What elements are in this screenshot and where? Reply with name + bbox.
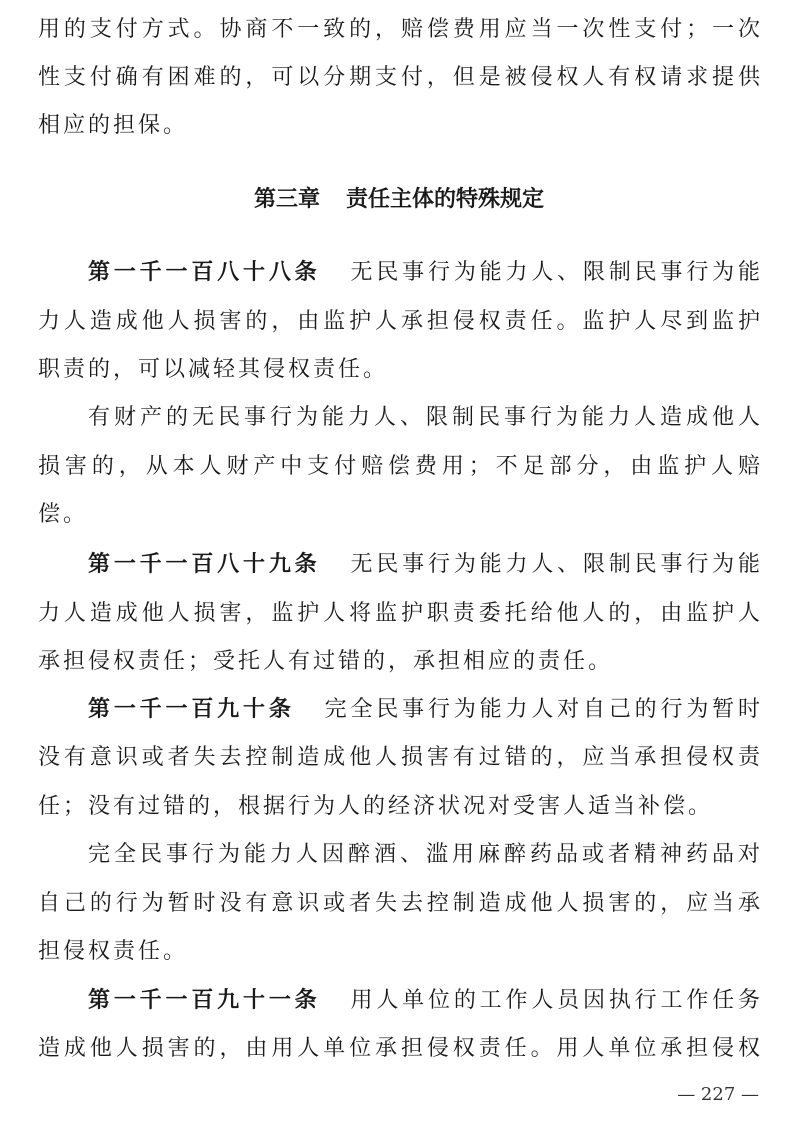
page-number: — 227 — xyxy=(677,1084,759,1105)
article-number: 第一千一百八十九条 xyxy=(88,552,321,577)
text-line: 无民事行为能力人、限制民事行为能 xyxy=(350,552,760,577)
text-line: 性支付确有困难的，可以分期支付，但是被侵权人有权请求提供 xyxy=(38,65,760,90)
chapter-number: 第三章 xyxy=(253,187,320,212)
article-first-line xyxy=(88,550,760,580)
article-number: 第一千一百九十条 xyxy=(88,697,295,722)
article-first-line xyxy=(88,986,760,1016)
text-line: 职责的，可以减轻其侵权责任。 xyxy=(38,357,389,382)
text-line: 相应的担保。 xyxy=(38,113,189,138)
chapter-heading xyxy=(38,185,760,215)
article-number: 第一千一百九十一条 xyxy=(88,988,321,1013)
text-line: 力人造成他人损害，监护人将监护职责委托给他人的，由监护人 xyxy=(38,601,760,626)
text-line: 完全民事行为能力人对自己的行为暂时 xyxy=(324,697,760,722)
text-line: 损害的，从本人财产中支付赔偿费用；不足部分，由监护人赔 xyxy=(38,454,760,479)
text-line: 自己的行为暂时没有意识或者失去控制造成他人损害的，应当承 xyxy=(38,891,760,916)
text-line: 承担侵权责任；受托人有过错的，承担相应的责任。 xyxy=(38,649,614,674)
text-line: 有财产的无民事行为能力人、限制民事行为能力人造成他人 xyxy=(88,405,760,430)
article-number: 第一千一百八十八条 xyxy=(88,260,321,285)
text-line: 偿。 xyxy=(38,502,89,527)
text-line: 造成他人损害的，由用人单位承担侵权责任。用人单位承担侵权 xyxy=(38,1036,760,1061)
text-line: 没有意识或者失去控制造成他人损害有过错的，应当承担侵权责 xyxy=(38,745,760,770)
text-line: 无民事行为能力人、限制民事行为能 xyxy=(350,260,760,285)
article-first-line xyxy=(88,258,760,288)
chapter-title: 责任主体的特殊规定 xyxy=(346,187,545,212)
article-first-line xyxy=(88,695,760,725)
text-line: 任；没有过错的，根据行为人的经济状况对受害人适当补偿。 xyxy=(38,794,714,819)
text-line: 完全民事行为能力人因醉酒、滥用麻醉药品或者精神药品对 xyxy=(88,842,760,867)
text-line: 担侵权责任。 xyxy=(38,939,189,964)
text-line: 用的支付方式。协商不一致的，赔偿费用应当一次性支付；一次 xyxy=(38,17,760,42)
text-line: 力人造成他人损害的，由监护人承担侵权责任。监护人尽到监护 xyxy=(38,309,760,334)
text-line: 用人单位的工作人员因执行工作任务 xyxy=(350,988,760,1013)
